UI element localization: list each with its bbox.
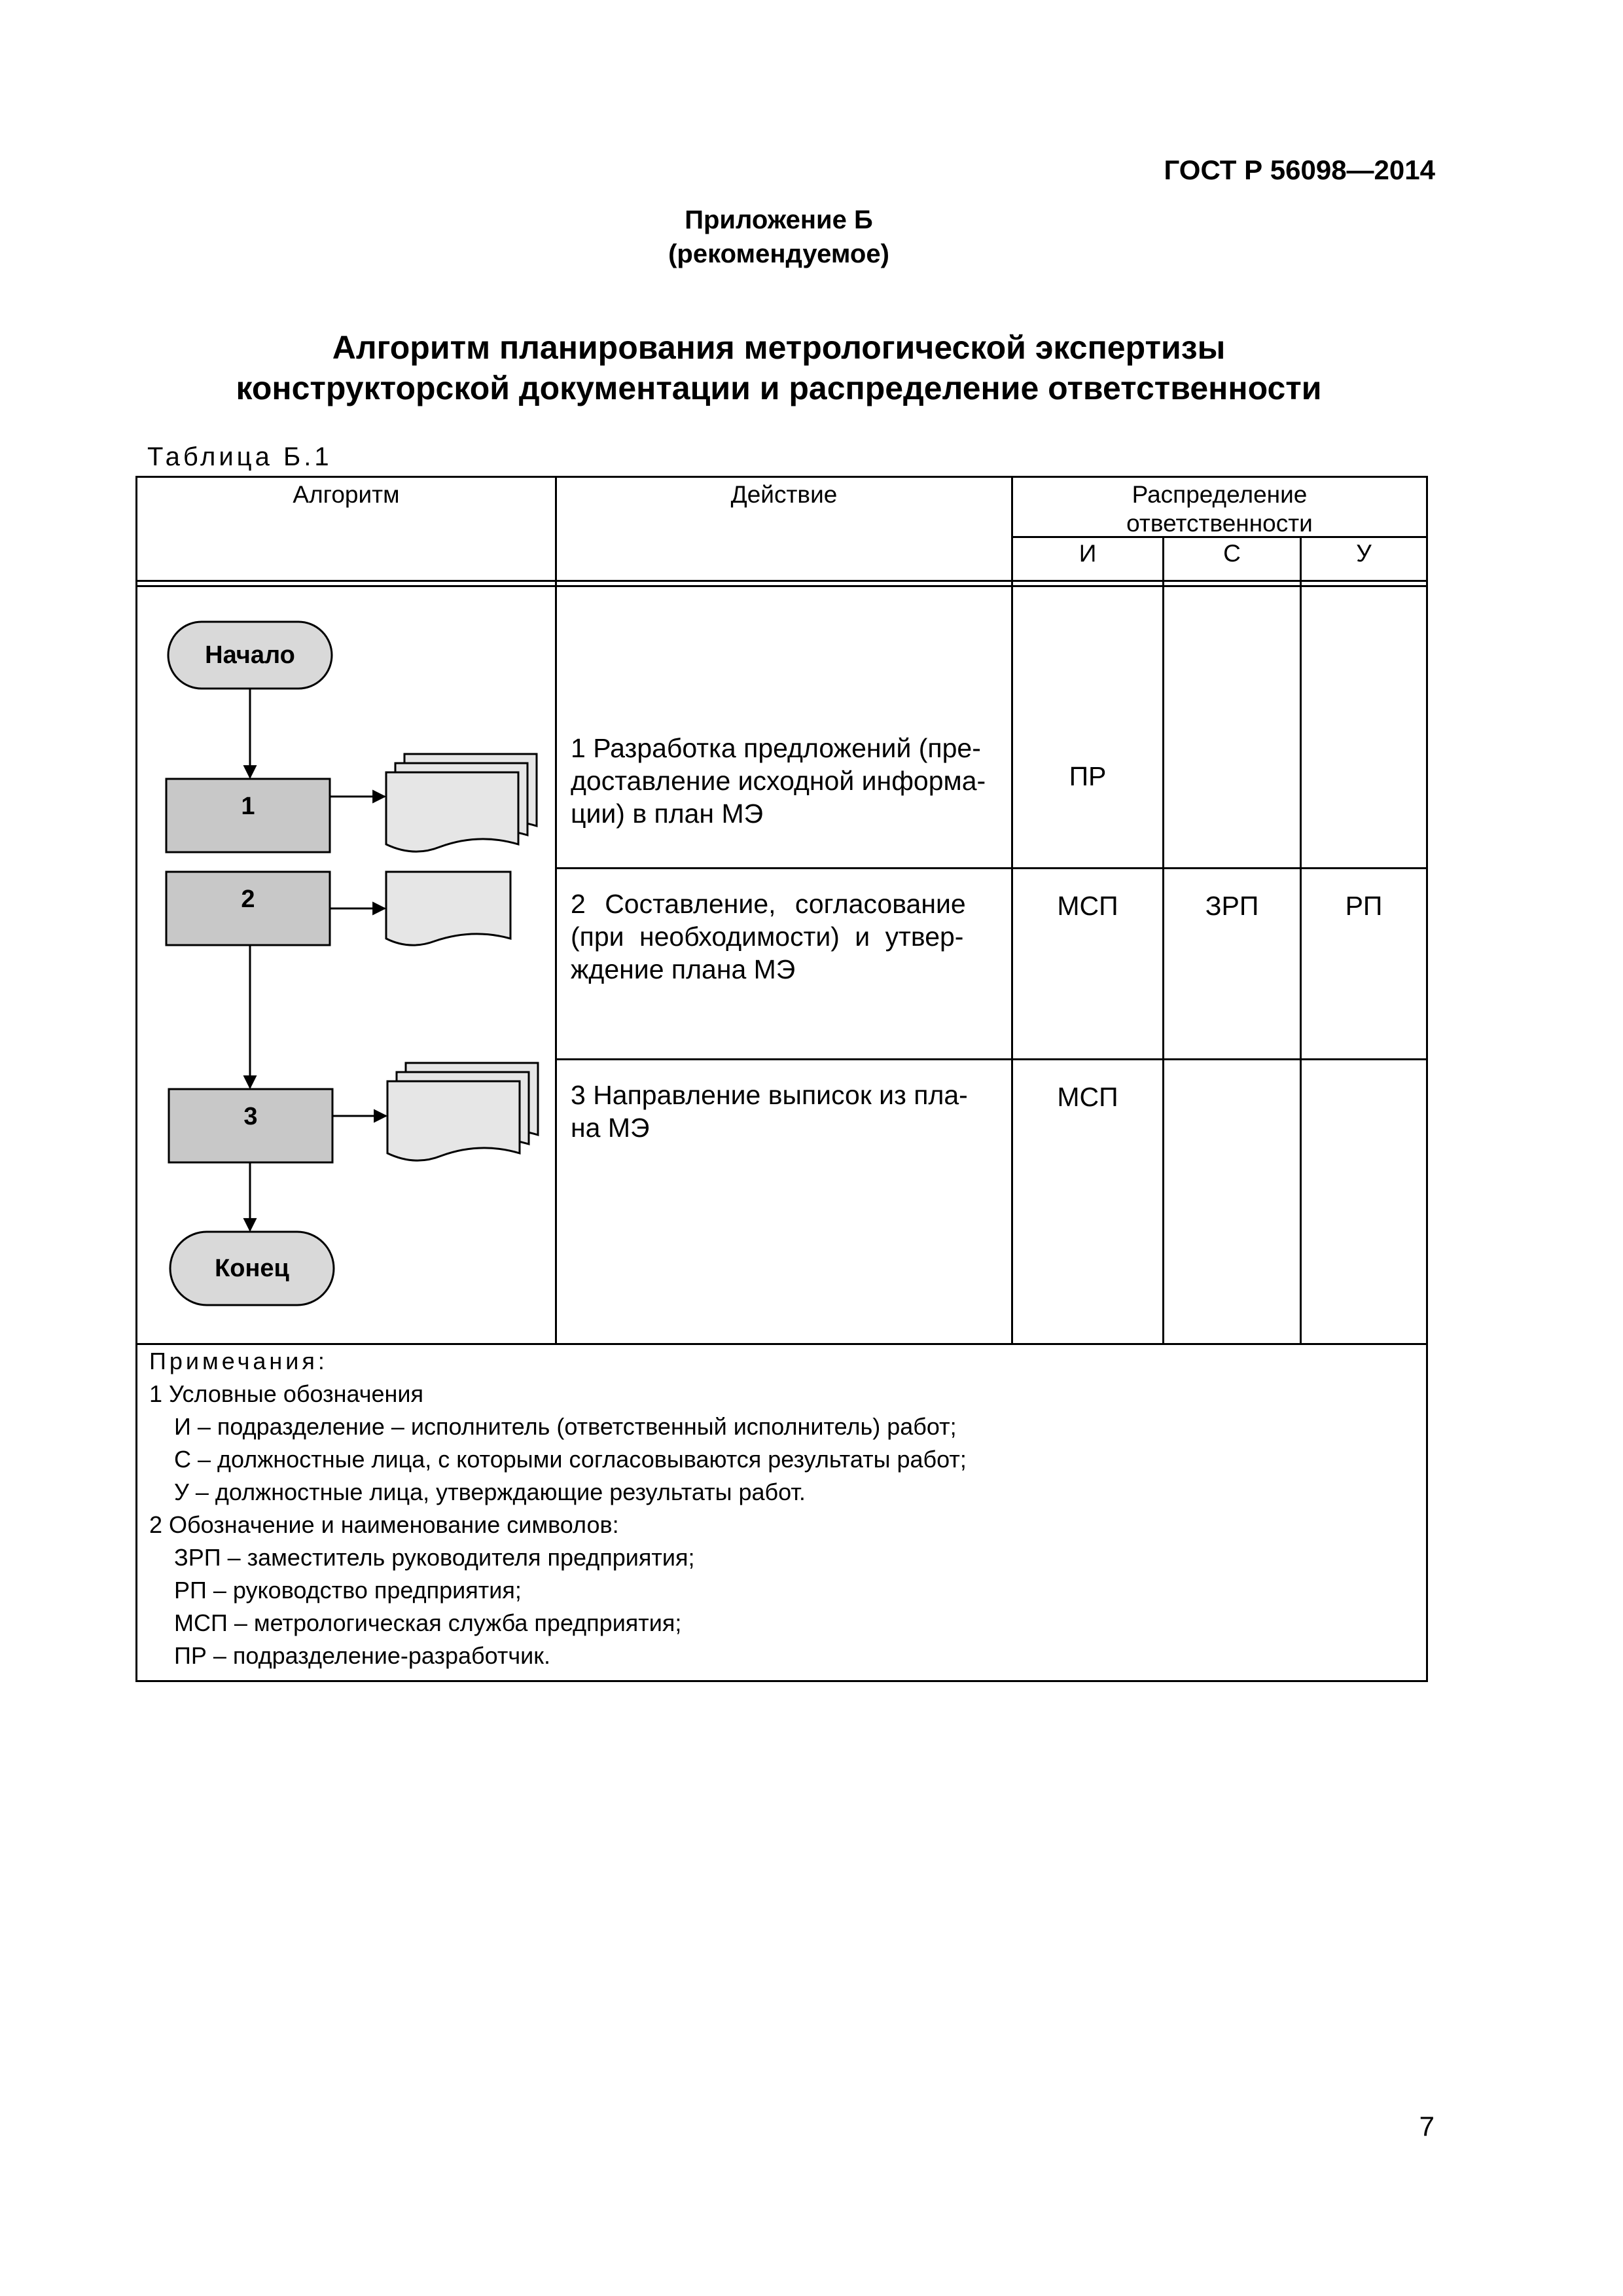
notes-2-item: ЗРП – заместитель руководителя предприятия; [174, 1544, 695, 1571]
header-responsibility-line1: Распределение [1132, 481, 1308, 508]
page-number: 7 [1419, 2111, 1435, 2142]
page-title-line2: конструкторской документации и распределение ответственности [236, 370, 1322, 406]
table-row-2-action [571, 888, 996, 986]
notes-1-item: С – должностные лица, с которыми согласовываются результаты работ; [174, 1446, 967, 1473]
header-col-i: И [1079, 540, 1097, 567]
flowchart-step-2 [166, 872, 330, 945]
flowchart-start [168, 622, 332, 689]
row-2-action-line: ждение плана МЭ [571, 954, 796, 984]
table-row-2-u: РП [1345, 891, 1383, 921]
row-2-action-line: 2 Составление, согласование [571, 889, 966, 919]
header-algorithm: Алгоритм [293, 481, 400, 508]
flowchart-end [170, 1232, 334, 1305]
header-action: Действие [730, 481, 838, 508]
row-1-action-line: 1 Разработка предложений (пре- [571, 733, 981, 763]
table-row-2-i: МСП [1057, 891, 1118, 921]
standard-code: ГОСТ Р 56098—2014 [1164, 154, 1435, 185]
row-2-action-line-1 [571, 888, 996, 920]
notes-2-item: ПР – подразделение-разработчик. [174, 1642, 550, 1669]
notes-1-item: У – должностные лица, утверждающие результаты работ. [174, 1479, 806, 1505]
appendix-status: (рекомендуемое) [668, 240, 889, 268]
table-notes [149, 1345, 967, 1672]
table-row-1-action [571, 732, 996, 830]
flowchart-step-1 [166, 779, 330, 852]
row-1-action-line: доставление исходной информа- [571, 766, 986, 796]
row-2-action-line: (при необходимости) и утвер- [571, 922, 964, 952]
flowchart-step-3-label: 3 [243, 1103, 258, 1130]
table-caption: Таблица Б.1 [147, 442, 332, 471]
flowchart-step-2-label: 2 [241, 886, 255, 913]
document-icon [386, 872, 510, 945]
flowchart-start-label: Начало [205, 641, 295, 669]
header-responsibility-line2: ответственности [1126, 510, 1313, 537]
appendix-title: Приложение Б [685, 206, 873, 234]
table-row-3-i: МСП [1057, 1082, 1118, 1112]
notes-1-title: 1 Условные обозначения [149, 1380, 423, 1407]
notes-2-title: 2 Обозначение и наименование символов: [149, 1511, 619, 1538]
flowchart-step-1-label: 1 [241, 793, 255, 820]
notes-2-item: МСП – метрологическая служба предприятия; [174, 1609, 682, 1636]
page-title-line1: Алгоритм планирования метрологической экспертизы [332, 329, 1226, 366]
multi-document-icon-1 [386, 754, 537, 852]
table-row-1-i: ПР [1069, 761, 1107, 791]
notes-1-item: И – подразделение – исполнитель (ответственный исполнитель) работ; [174, 1413, 957, 1440]
multi-document-icon-2 [387, 1063, 538, 1160]
flowchart-step-3 [169, 1089, 332, 1162]
table-row-3-action [571, 1079, 996, 1144]
row-3-action-line: на МЭ [571, 1113, 650, 1143]
flowchart-end-label: Конец [215, 1255, 289, 1282]
row-3-action-line: 3 Направление выписок из пла- [571, 1080, 968, 1110]
header-col-u: У [1356, 540, 1372, 567]
table-row-2-s: ЗРП [1205, 891, 1259, 921]
row-1-action-line: ции) в план МЭ [571, 798, 764, 829]
notes-heading: Примечания: [149, 1348, 328, 1374]
notes-2-item: РП – руководство предприятия; [174, 1577, 522, 1604]
header-col-s: С [1223, 540, 1241, 567]
